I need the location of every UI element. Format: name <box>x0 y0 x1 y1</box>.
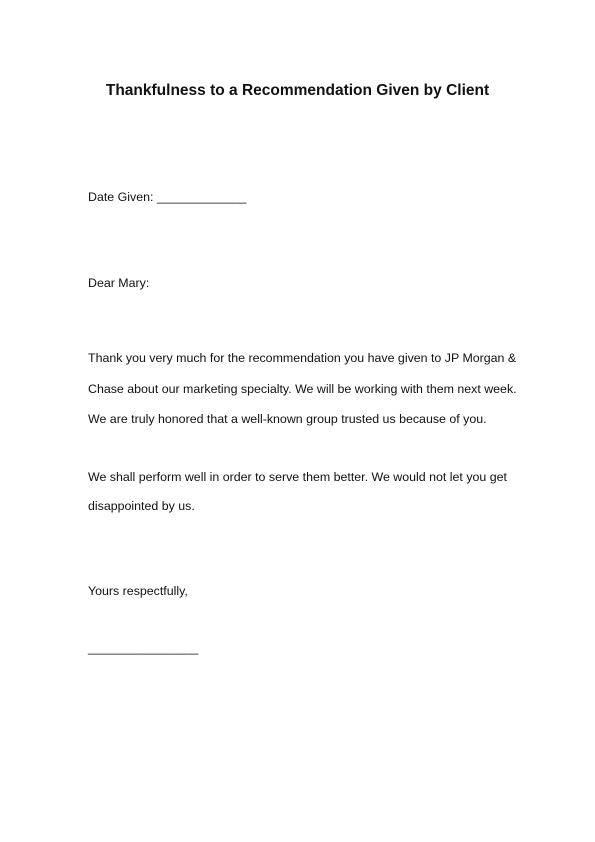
body-paragraph-2-line-2: disappointed by us. <box>88 499 195 513</box>
body-paragraph-1-line-1: Thank you very much for the recommendation you have given to JP Morgan & <box>88 351 517 365</box>
date-line: Date Given: _____________ <box>88 190 247 204</box>
body-paragraph-1-line-3: We are truly honored that a well-known group trusted us because of you. <box>88 412 487 426</box>
signature-line: ________________ <box>88 641 199 655</box>
salutation: Dear Mary: <box>88 276 150 290</box>
body-paragraph-2-line-1: We shall perform well in order to serve them better. We would not let you get <box>88 470 507 484</box>
document-title: Thankfulness to a Recommendation Given by Client <box>105 82 490 99</box>
body-paragraph-1-line-2: Chase about our marketing specialty. We will be working with them next week. <box>88 382 517 396</box>
closing: Yours respectfully, <box>88 584 188 598</box>
